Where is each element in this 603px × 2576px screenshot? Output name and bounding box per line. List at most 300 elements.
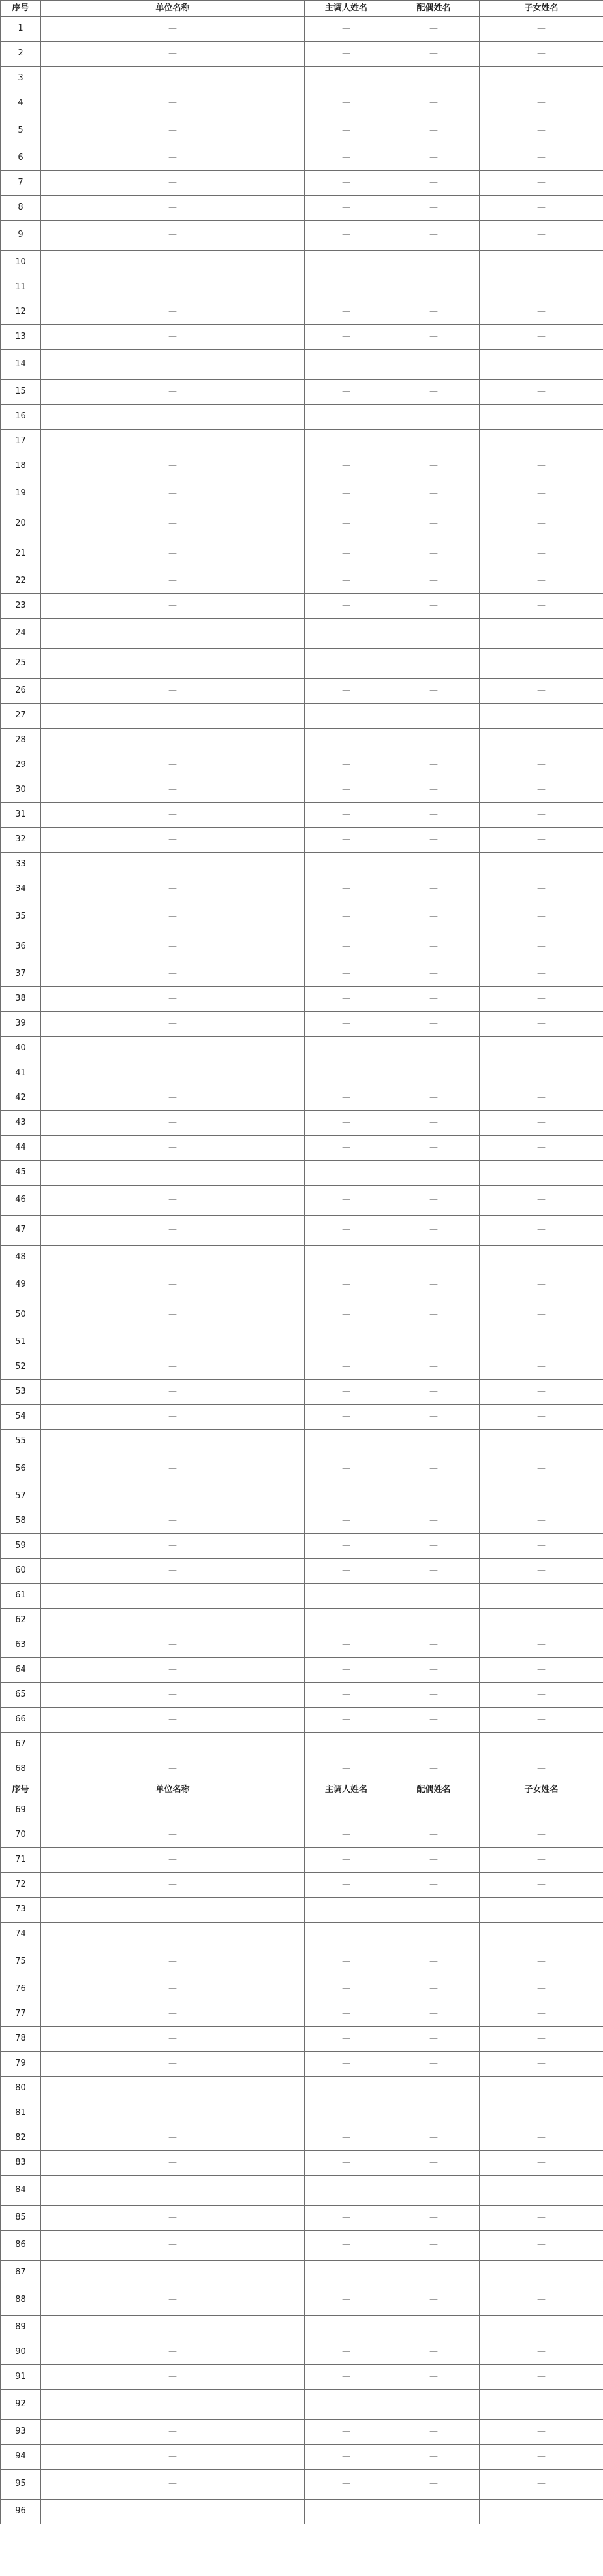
table-row xyxy=(1,679,603,704)
unit-name-cell: — xyxy=(41,1270,305,1300)
col-header-children: 子女姓名 xyxy=(480,1782,603,1798)
table-row xyxy=(1,1534,603,1559)
children-names-cell: — xyxy=(480,2500,603,2524)
main-contact-cell: — xyxy=(305,1270,388,1300)
spouse-name-cell: — xyxy=(388,1161,480,1186)
main-contact-cell: — xyxy=(305,2500,388,2524)
unit-name-cell: — xyxy=(41,380,305,405)
children-names-cell: — xyxy=(480,1430,603,1454)
table-row xyxy=(1,509,603,539)
children-names-cell: — xyxy=(480,1216,603,1246)
children-names-cell: — xyxy=(480,1037,603,1061)
row-number: 55 xyxy=(1,1430,41,1454)
spouse-name-cell: — xyxy=(388,1216,480,1246)
table-row xyxy=(1,1898,603,1923)
spouse-name-cell: — xyxy=(388,828,480,853)
spouse-name-cell: — xyxy=(388,1061,480,1086)
table-row xyxy=(1,1873,603,1898)
table-row xyxy=(1,1430,603,1454)
table-row xyxy=(1,430,603,454)
children-names-cell: — xyxy=(480,2445,603,2470)
row-number: 30 xyxy=(1,778,41,803)
table-row xyxy=(1,853,603,877)
row-number: 27 xyxy=(1,704,41,729)
unit-name-cell: — xyxy=(41,2445,305,2470)
row-number: 88 xyxy=(1,2285,41,2316)
row-number: 83 xyxy=(1,2151,41,2176)
unit-name-cell: — xyxy=(41,275,305,300)
spouse-name-cell: — xyxy=(388,2052,480,2077)
main-contact-cell: — xyxy=(305,987,388,1012)
row-number: 42 xyxy=(1,1086,41,1111)
main-contact-cell: — xyxy=(305,1161,388,1186)
row-number: 10 xyxy=(1,251,41,275)
spouse-name-cell: — xyxy=(388,1330,480,1355)
children-names-cell: — xyxy=(480,1405,603,1430)
main-contact-cell: — xyxy=(305,1609,388,1633)
row-number: 87 xyxy=(1,2261,41,2285)
spouse-name-cell: — xyxy=(388,275,480,300)
unit-name-cell: — xyxy=(41,1708,305,1733)
main-contact-cell: — xyxy=(305,2126,388,2151)
row-number: 96 xyxy=(1,2500,41,2524)
table-row xyxy=(1,902,603,932)
row-number: 75 xyxy=(1,1947,41,1977)
table-row xyxy=(1,619,603,649)
spouse-name-cell: — xyxy=(388,619,480,649)
main-contact-cell: — xyxy=(305,454,388,479)
unit-name-cell: — xyxy=(41,1848,305,1873)
table-row xyxy=(1,2176,603,2206)
spouse-name-cell: — xyxy=(388,679,480,704)
children-names-cell: — xyxy=(480,2316,603,2340)
unit-name-cell: — xyxy=(41,2231,305,2261)
row-number: 49 xyxy=(1,1270,41,1300)
row-number: 8 xyxy=(1,196,41,221)
spouse-name-cell: — xyxy=(388,1012,480,1037)
table-row xyxy=(1,1823,603,1848)
table-row xyxy=(1,1330,603,1355)
table-row xyxy=(1,729,603,753)
unit-name-cell: — xyxy=(41,1161,305,1186)
main-contact-cell: — xyxy=(305,1584,388,1609)
main-contact-cell: — xyxy=(305,729,388,753)
table-row xyxy=(1,42,603,67)
unit-name-cell: — xyxy=(41,251,305,275)
spouse-name-cell: — xyxy=(388,932,480,962)
children-names-cell: — xyxy=(480,962,603,987)
children-names-cell: — xyxy=(480,1559,603,1584)
spouse-name-cell: — xyxy=(388,350,480,380)
table-row xyxy=(1,454,603,479)
unit-name-cell: — xyxy=(41,171,305,196)
children-names-cell: — xyxy=(480,251,603,275)
row-number: 89 xyxy=(1,2316,41,2340)
table-row xyxy=(1,2390,603,2420)
unit-name-cell: — xyxy=(41,962,305,987)
table-row xyxy=(1,1584,603,1609)
unit-name-cell: — xyxy=(41,1977,305,2002)
children-names-cell: — xyxy=(480,405,603,430)
unit-name-cell: — xyxy=(41,649,305,679)
table-row xyxy=(1,2420,603,2445)
main-contact-cell: — xyxy=(305,877,388,902)
children-names-cell: — xyxy=(480,853,603,877)
main-contact-cell: — xyxy=(305,2077,388,2101)
children-names-cell: — xyxy=(480,2126,603,2151)
children-names-cell: — xyxy=(480,1534,603,1559)
table-row xyxy=(1,325,603,350)
row-number: 95 xyxy=(1,2470,41,2500)
main-contact-cell: — xyxy=(305,2285,388,2316)
table-row xyxy=(1,146,603,171)
spouse-name-cell: — xyxy=(388,1757,480,1782)
main-contact-cell: — xyxy=(305,2470,388,2500)
children-names-cell: — xyxy=(480,1848,603,1873)
children-names-cell: — xyxy=(480,1161,603,1186)
main-contact-cell: — xyxy=(305,2420,388,2445)
unit-name-cell: — xyxy=(41,704,305,729)
spouse-name-cell: — xyxy=(388,649,480,679)
main-contact-cell: — xyxy=(305,1873,388,1898)
unit-name-cell: — xyxy=(41,300,305,325)
unit-name-cell: — xyxy=(41,1136,305,1161)
unit-name-cell: — xyxy=(41,569,305,594)
main-contact-cell: — xyxy=(305,594,388,619)
main-contact-cell: — xyxy=(305,2261,388,2285)
table-row xyxy=(1,196,603,221)
main-contact-cell: — xyxy=(305,2316,388,2340)
spouse-name-cell: — xyxy=(388,1380,480,1405)
row-number: 50 xyxy=(1,1300,41,1330)
main-contact-cell: — xyxy=(305,2365,388,2390)
main-contact-cell: — xyxy=(305,300,388,325)
spouse-name-cell: — xyxy=(388,300,480,325)
table-row xyxy=(1,1270,603,1300)
spouse-name-cell: — xyxy=(388,454,480,479)
table-row xyxy=(1,171,603,196)
children-names-cell: — xyxy=(480,1086,603,1111)
table-row xyxy=(1,649,603,679)
spouse-name-cell: — xyxy=(388,1534,480,1559)
main-contact-cell: — xyxy=(305,1977,388,2002)
table-row xyxy=(1,1559,603,1584)
row-number: 14 xyxy=(1,350,41,380)
main-contact-cell: — xyxy=(305,405,388,430)
main-contact-cell: — xyxy=(305,1484,388,1509)
roster-body xyxy=(1,1,603,2524)
spouse-name-cell: — xyxy=(388,2126,480,2151)
row-number: 51 xyxy=(1,1330,41,1355)
unit-name-cell: — xyxy=(41,2285,305,2316)
main-contact-cell: — xyxy=(305,479,388,509)
unit-name-cell: — xyxy=(41,2151,305,2176)
main-contact-cell: — xyxy=(305,932,388,962)
spouse-name-cell: — xyxy=(388,853,480,877)
main-contact-cell: — xyxy=(305,753,388,778)
table-row xyxy=(1,479,603,509)
row-number: 76 xyxy=(1,1977,41,2002)
table-row xyxy=(1,380,603,405)
spouse-name-cell: — xyxy=(388,1609,480,1633)
children-names-cell: — xyxy=(480,2390,603,2420)
unit-name-cell: — xyxy=(41,91,305,116)
unit-name-cell: — xyxy=(41,196,305,221)
unit-name-cell: — xyxy=(41,1584,305,1609)
spouse-name-cell: — xyxy=(388,2365,480,2390)
children-names-cell: — xyxy=(480,196,603,221)
children-names-cell: — xyxy=(480,2027,603,2052)
children-names-cell: — xyxy=(480,902,603,932)
spouse-name-cell: — xyxy=(388,1111,480,1136)
row-number: 70 xyxy=(1,1823,41,1848)
spouse-name-cell: — xyxy=(388,509,480,539)
table-row xyxy=(1,1609,603,1633)
children-names-cell: — xyxy=(480,2101,603,2126)
spouse-name-cell: — xyxy=(388,67,480,91)
row-number: 36 xyxy=(1,932,41,962)
table-row xyxy=(1,1186,603,1216)
row-number: 34 xyxy=(1,877,41,902)
spouse-name-cell: — xyxy=(388,1683,480,1708)
unit-name-cell: — xyxy=(41,877,305,902)
row-number: 3 xyxy=(1,67,41,91)
col-header-main: 主调人姓名 xyxy=(305,1,388,17)
row-number: 13 xyxy=(1,325,41,350)
row-number: 20 xyxy=(1,509,41,539)
table-row xyxy=(1,828,603,853)
table-row xyxy=(1,1733,603,1757)
spouse-name-cell: — xyxy=(388,1037,480,1061)
main-contact-cell: — xyxy=(305,704,388,729)
table-row xyxy=(1,1037,603,1061)
spouse-name-cell: — xyxy=(388,2077,480,2101)
table-row xyxy=(1,1012,603,1037)
row-number: 59 xyxy=(1,1534,41,1559)
col-header-unit: 单位名称 xyxy=(41,1,305,17)
unit-name-cell: — xyxy=(41,2500,305,2524)
main-contact-cell: — xyxy=(305,116,388,146)
unit-name-cell: — xyxy=(41,2077,305,2101)
children-names-cell: — xyxy=(480,350,603,380)
main-contact-cell: — xyxy=(305,1216,388,1246)
table-row xyxy=(1,2470,603,2500)
table-row xyxy=(1,1509,603,1534)
children-names-cell: — xyxy=(480,1380,603,1405)
main-contact-cell: — xyxy=(305,196,388,221)
row-number: 4 xyxy=(1,91,41,116)
main-contact-cell: — xyxy=(305,1405,388,1430)
table-row xyxy=(1,2340,603,2365)
row-number: 92 xyxy=(1,2390,41,2420)
row-number: 16 xyxy=(1,405,41,430)
main-contact-cell: — xyxy=(305,1012,388,1037)
table-row xyxy=(1,2126,603,2151)
children-names-cell: — xyxy=(480,877,603,902)
row-number: 82 xyxy=(1,2126,41,2151)
spouse-name-cell: — xyxy=(388,17,480,42)
spouse-name-cell: — xyxy=(388,1509,480,1534)
children-names-cell: — xyxy=(480,1270,603,1300)
main-contact-cell: — xyxy=(305,1848,388,1873)
row-number: 38 xyxy=(1,987,41,1012)
row-number: 93 xyxy=(1,2420,41,2445)
children-names-cell: — xyxy=(480,619,603,649)
unit-name-cell: — xyxy=(41,116,305,146)
spouse-name-cell: — xyxy=(388,2470,480,2500)
unit-name-cell: — xyxy=(41,1355,305,1380)
main-contact-cell: — xyxy=(305,2390,388,2420)
children-names-cell: — xyxy=(480,1923,603,1947)
unit-name-cell: — xyxy=(41,1061,305,1086)
spouse-name-cell: — xyxy=(388,2316,480,2340)
table-row xyxy=(1,275,603,300)
unit-name-cell: — xyxy=(41,146,305,171)
unit-name-cell: — xyxy=(41,1111,305,1136)
main-contact-cell: — xyxy=(305,1136,388,1161)
main-contact-cell: — xyxy=(305,221,388,251)
unit-name-cell: — xyxy=(41,1823,305,1848)
row-number: 39 xyxy=(1,1012,41,1037)
table-row xyxy=(1,67,603,91)
unit-name-cell: — xyxy=(41,1923,305,1947)
main-contact-cell: — xyxy=(305,1798,388,1823)
table-row xyxy=(1,1683,603,1708)
unit-name-cell: — xyxy=(41,1683,305,1708)
table-row xyxy=(1,1484,603,1509)
spouse-name-cell: — xyxy=(388,1559,480,1584)
children-names-cell: — xyxy=(480,1708,603,1733)
spouse-name-cell: — xyxy=(388,1405,480,1430)
spouse-name-cell: — xyxy=(388,1633,480,1658)
row-number: 12 xyxy=(1,300,41,325)
table-row xyxy=(1,1923,603,1947)
children-names-cell: — xyxy=(480,753,603,778)
row-number: 41 xyxy=(1,1061,41,1086)
unit-name-cell: — xyxy=(41,67,305,91)
row-number: 23 xyxy=(1,594,41,619)
col-header-spouse: 配偶姓名 xyxy=(388,1,480,17)
spouse-name-cell: — xyxy=(388,380,480,405)
main-contact-cell: — xyxy=(305,430,388,454)
table-header-row xyxy=(1,1,603,17)
spouse-name-cell: — xyxy=(388,2151,480,2176)
unit-name-cell: — xyxy=(41,350,305,380)
row-number: 22 xyxy=(1,569,41,594)
main-contact-cell: — xyxy=(305,2052,388,2077)
children-names-cell: — xyxy=(480,509,603,539)
table-row xyxy=(1,569,603,594)
children-names-cell: — xyxy=(480,778,603,803)
spouse-name-cell: — xyxy=(388,594,480,619)
main-contact-cell: — xyxy=(305,1111,388,1136)
spouse-name-cell: — xyxy=(388,405,480,430)
main-contact-cell: — xyxy=(305,2176,388,2206)
main-contact-cell: — xyxy=(305,569,388,594)
main-contact-cell: — xyxy=(305,1430,388,1454)
spouse-name-cell: — xyxy=(388,2420,480,2445)
unit-name-cell: — xyxy=(41,1559,305,1584)
unit-name-cell: — xyxy=(41,2470,305,2500)
unit-name-cell: — xyxy=(41,619,305,649)
children-names-cell: — xyxy=(480,932,603,962)
main-contact-cell: — xyxy=(305,649,388,679)
unit-name-cell: — xyxy=(41,2420,305,2445)
table-row xyxy=(1,1977,603,2002)
table-row xyxy=(1,1300,603,1330)
unit-name-cell: — xyxy=(41,2340,305,2365)
main-contact-cell: — xyxy=(305,1708,388,1733)
unit-name-cell: — xyxy=(41,753,305,778)
children-names-cell: — xyxy=(480,380,603,405)
unit-name-cell: — xyxy=(41,2316,305,2340)
row-number: 29 xyxy=(1,753,41,778)
spouse-name-cell: — xyxy=(388,2261,480,2285)
spouse-name-cell: — xyxy=(388,2340,480,2365)
table-row xyxy=(1,1086,603,1111)
children-names-cell: — xyxy=(480,803,603,828)
main-contact-cell: — xyxy=(305,2002,388,2027)
spouse-name-cell: — xyxy=(388,171,480,196)
unit-name-cell: — xyxy=(41,2126,305,2151)
children-names-cell: — xyxy=(480,116,603,146)
main-contact-cell: — xyxy=(305,2151,388,2176)
unit-name-cell: — xyxy=(41,2027,305,2052)
spouse-name-cell: — xyxy=(388,325,480,350)
spouse-name-cell: — xyxy=(388,803,480,828)
children-names-cell: — xyxy=(480,2261,603,2285)
row-number: 90 xyxy=(1,2340,41,2365)
table-row xyxy=(1,91,603,116)
main-contact-cell: — xyxy=(305,42,388,67)
main-contact-cell: — xyxy=(305,1509,388,1534)
children-names-cell: — xyxy=(480,569,603,594)
children-names-cell: — xyxy=(480,2052,603,2077)
row-number: 19 xyxy=(1,479,41,509)
children-names-cell: — xyxy=(480,1584,603,1609)
spouse-name-cell: — xyxy=(388,1086,480,1111)
unit-name-cell: — xyxy=(41,987,305,1012)
main-contact-cell: — xyxy=(305,539,388,569)
table-row xyxy=(1,2285,603,2316)
main-contact-cell: — xyxy=(305,17,388,42)
spouse-name-cell: — xyxy=(388,704,480,729)
main-contact-cell: — xyxy=(305,1658,388,1683)
row-number: 7 xyxy=(1,171,41,196)
table-row xyxy=(1,116,603,146)
unit-name-cell: — xyxy=(41,853,305,877)
row-number: 17 xyxy=(1,430,41,454)
main-contact-cell: — xyxy=(305,962,388,987)
row-number: 40 xyxy=(1,1037,41,1061)
spouse-name-cell: — xyxy=(388,2027,480,2052)
row-number: 24 xyxy=(1,619,41,649)
row-number: 86 xyxy=(1,2231,41,2261)
main-contact-cell: — xyxy=(305,1061,388,1086)
spouse-name-cell: — xyxy=(388,1798,480,1823)
main-contact-cell: — xyxy=(305,1086,388,1111)
children-names-cell: — xyxy=(480,430,603,454)
spouse-name-cell: — xyxy=(388,2390,480,2420)
main-contact-cell: — xyxy=(305,380,388,405)
unit-name-cell: — xyxy=(41,1405,305,1430)
unit-name-cell: — xyxy=(41,803,305,828)
main-contact-cell: — xyxy=(305,1559,388,1584)
children-names-cell: — xyxy=(480,1246,603,1270)
children-names-cell: — xyxy=(480,1633,603,1658)
main-contact-cell: — xyxy=(305,803,388,828)
table-row xyxy=(1,2500,603,2524)
